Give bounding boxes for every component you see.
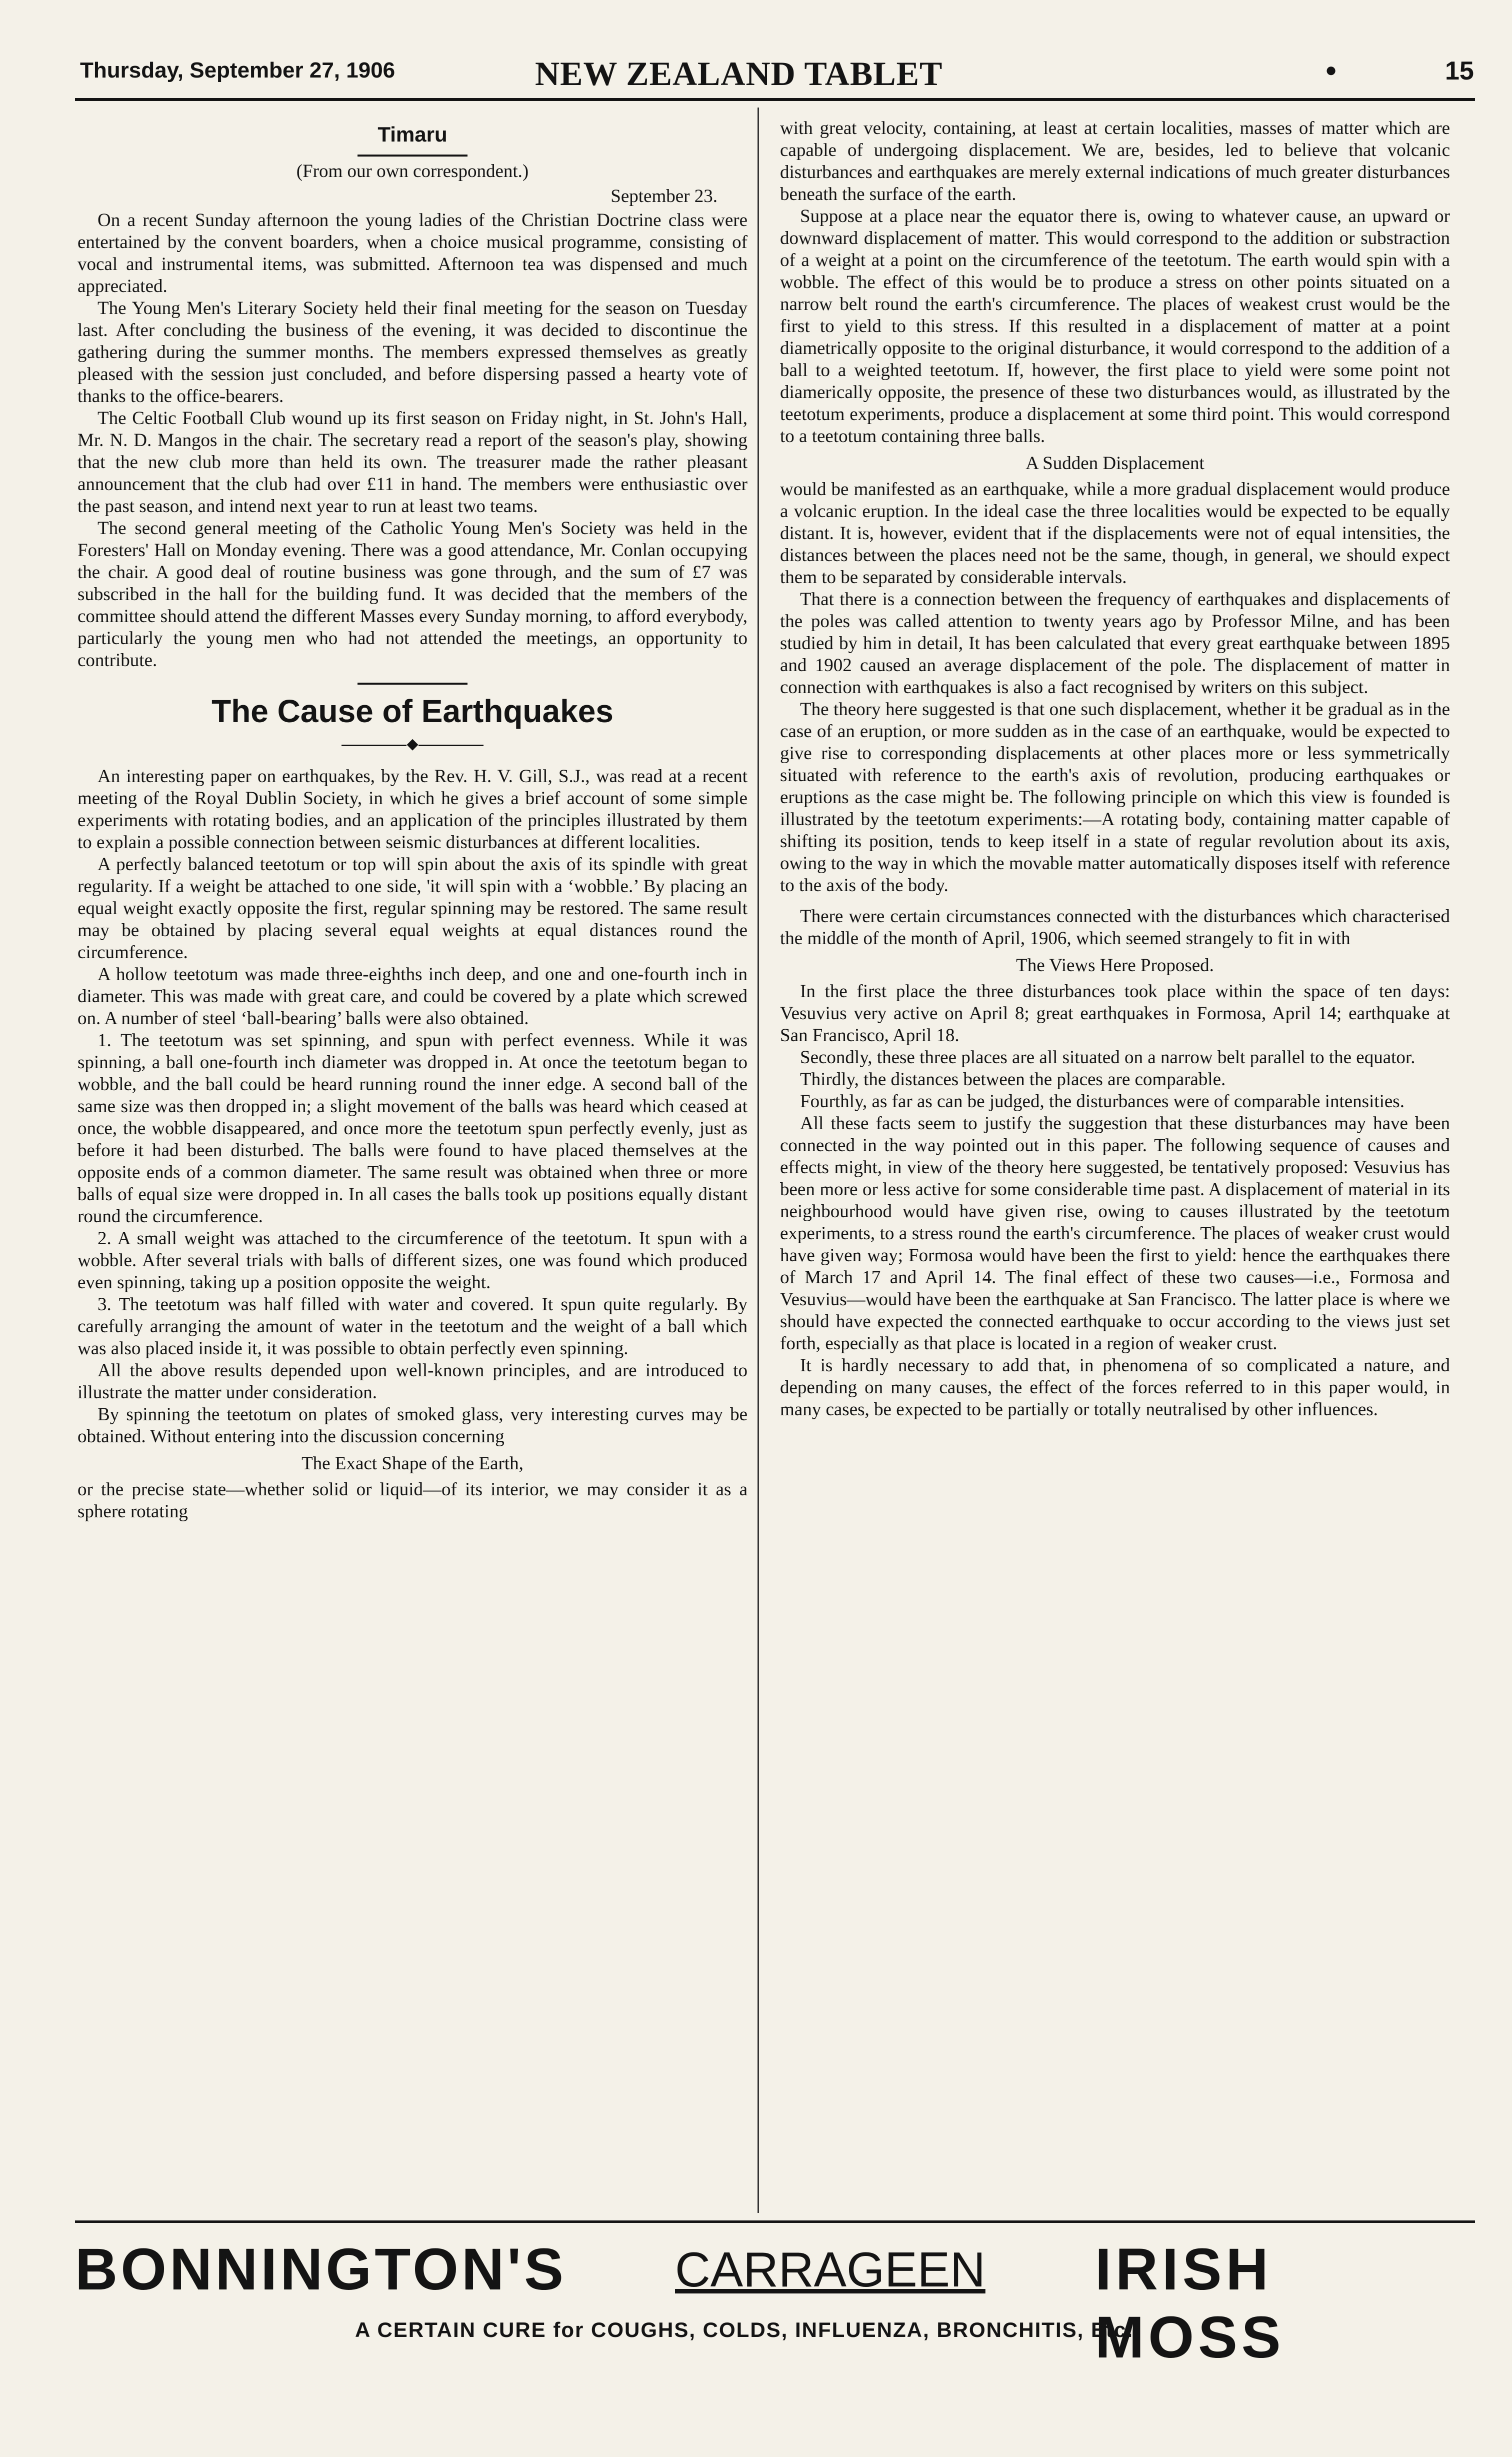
paragraph: 1. The teetotum was set spinning, and spun with perfect evenness. While it was spinning, a ball one-fourth inch diameter was dropped in. At once the teetotum began to wobble, and the ball could be heard running round the inner edge. A second ball of the same size was then dropped in; a slight movement of the balls was heard which ceased at once, the wobble disappeared, and once more the teetotum spun perfectly evenly, just as before it had been disturbed. The balls were found to have placed themselves at the opposite ends of a common diameter. The same result was obtained when three or more balls of equal size were dropped in. In all cases the balls took up positions equally distant round the circumference. [78,1030,748,1227]
subheading-views: The Views Here Proposed. [1016,955,1214,976]
subheading-shape: The Exact Shape of the Earth, [302,1453,524,1474]
paragraph: Fourthly, as far as can be judged, the disturbances were of comparable intensities. [800,1091,1404,1112]
dateline: September 23. [610,186,718,207]
paragraph: There were certain circumstances connected with the disturbances which characterised the middle of the month of April, 1906, which seemed strangely to fit in with [780,906,1450,949]
paragraph: All these facts seem to justify the suggestion that these disturbances may have been connected in the way pointed out in this paper. The following sequence of causes and effects might, in view of the theory here suggested, be tentatively proposed: Vesuvius has been more or less active for some considerable time past. A displacement of material in its neighbourhood would have given rise, owing to causes illustrated by the teetotum experiments, to a stress round the earth's circumference. The places of weaker crust would have given way; Formosa would have been the first to yield: hence the earthquakes there of March 17 and April 14. The final effect of these two causes—i.e., Formosa and Vesuvius—would have been the earthquake at San Francisco. The latter place is where we should have expected the connected earthquake to occur according to the views just set forth, especially as that place is located in a region of weaker crust. [780,1113,1450,1354]
section-heading-timaru: Timaru [378,123,448,146]
right-column [780,118,1450,1421]
page-number: 15 [1445,57,1474,86]
ornament-icon: ● [1325,59,1338,81]
advert-tagline: A CERTAIN CURE for COUGHS, COLDS, INFLUENZA, BRONCHITIS, Etc. [355,2318,1134,2341]
paragraph: or the precise state—whether solid or liquid—of its interior, we may consider it as a sphere rotating [78,1479,748,1522]
paragraph: Thirdly, the distances between the places are comparable. [800,1069,1226,1090]
paragraph: Secondly, these three places are all situated on a narrow belt parallel to the equator. [800,1047,1416,1068]
paragraph: Suppose at a place near the equator there is, owing to whatever cause, an upward or downward displacement of matter. This would correspond to the addition or substraction of a weight at a point on the circumference of the teetotum. The earth would spin with a wobble. The effect of this would be to produce a stress on other points situated on a narrow belt round the earth's circumference. The places of weakest crust would be the first to yield to this stress. If this resulted in a displacement of matter at a point diametrically opposite to the original disturbance, it would correspond to the addition of a ball to a weighted teetotum. If, however, the first place to yield were some point not diamerically opposite, the presence of these two disturbances would, as illustrated by the teetotum experiments, produce a displacement at some third point. This would correspond to a teetotum containing three balls. [780,206,1450,447]
left-column [78,118,748,1523]
paragraph: In the first place the three disturbances took place within the space of ten days: Vesuvius very active on April 8; great earthquakes in Formosa, April 14; earthquake at San Francisco, April 18. [780,981,1450,1046]
paragraph: 2. A small weight was attached to the circumference of the teetotum. It spun with a wobble. After several trials with balls of different sizes, one was found which produced even spinning, taking up a position opposite the weight. [78,1228,748,1293]
paragraph: The Celtic Football Club wound up its first season on Friday night, in St. John's Hall, Mr. N. D. Mangos in the chair. The secretary read a report of the season's play, showing that the new club more than held its own. The treasurer made the rather pleasant announcement that the club had over £11 in hand. The members were enthusiastic over the past season, and intend next year to run at least two teams. [78,408,748,517]
paragraph: The Young Men's Literary Society held their final meeting for the season on Tuesday last. After concluding the business of the evening, it was decided to discontinue the gathering during the summer months. The members expressed themselves as greatly pleased with the session just concluded, and before dispersing passed a hearty vote of thanks to the office-bearers. [78,298,748,407]
column-divider [758,108,759,2213]
subheading-sudden: A Sudden Displacement [1026,453,1204,474]
diamond-icon: ◆ [406,736,418,752]
paragraph: By spinning the teetotum on plates of smoked glass, very interesting curves may be obtained. Without entering into the discussion concerning [78,1404,748,1447]
section-separator [358,683,468,685]
advertisement [75,2235,1475,2370]
advert-product-a: CARRAGEEN [675,2242,986,2297]
paragraph: That there is a connection between the frequency of earthquakes and displacements of the poles was called attention to twenty years ago by Professor Milne, and has been studied by him in detail, It has been calculated that every great earthquake between 1895 and 1902 caused an average displacement of the pole. The displacement of matter in connection with earthquakes is also a fact recognised by writers on this subject. [780,589,1450,698]
paragraph: A perfectly balanced teetotum or top will spin about the axis of its spindle with great regularity. If a weight be attached to one side, 'it will spin with a ‘wobble.’ By placing an equal weight exactly opposite the first, regular spinning may be restored. The same result may be obtained by placing several equal weights at equal distances round the circumference. [78,854,748,963]
paragraph: 3. The teetotum was half filled with water and covered. It spun quite regularly. By carefully arranging the amount of water in the teetotum and the weight of a ball which was also placed inside it, it was possible to obtain perfectly even spinning. [78,1294,748,1359]
byline: (From our own correspondent.) [296,161,529,182]
paragraph: with great velocity, containing, at least at certain localities, masses of matter which are capable of undergoing displacement. We are, besides, led to believe that volcanic disturbances and earthquakes are merely external indications of much greater disturbances beneath the surface of the earth. [780,118,1450,205]
paragraph: would be manifested as an earthquake, while a more gradual displacement would produce a volcanic eruption. In the ideal case the three localities would be expected to be equally distant. It is, however, evident that if the displacements were not of equal intensities, the distances between the places need not be the same, though, in general, we should expect them to be separated by considerable intervals. [780,479,1450,588]
paragraph: An interesting paper on earthquakes, by the Rev. H. V. Gill, S.J., was read at a recent meeting of the Royal Dublin Society, in which he gives a brief account of some simple experiments with rotating bodies, and an application of the principles illustrated by them to explain a possible connection between seismic disturbances at different localities. [78,766,748,853]
masthead [75,54,1475,94]
paragraph: All the above results depended upon well-known principles, and are introduced to illustrate the matter under consideration. [78,1360,748,1403]
paragraph: The second general meeting of the Catholic Young Men's Society was held in the Foresters' Hall on Monday evening. There was a good attendance, Mr. Conlan occupying the chair. A good deal of routine business was gone through, and the sum of £7 was subscribed in the hall for the building fund. It was decided that the members of the committee should attend the different Masses every Sunday morning, to afford everybody, particularly the young men who had not attended the meetings, an opportunity to contribute. [78,518,748,671]
paragraph: A hollow teetotum was made three-eighths inch deep, and one and one-fourth inch in diameter. This was made with great care, and could be covered by a plate which screwed on. A number of steel ‘ball-bearing’ balls were also obtained. [78,964,748,1029]
diamond-rule [78,737,748,752]
heading-rule [358,155,468,157]
paragraph: The theory here suggested is that one such displacement, whether it be gradual as in the case of an eruption, or more sudden as in the case of an earthquake, would be expected to give rise to corresponding displacements at other places more or less symmetrically situated with reference to the earth's axis of revolution, producing earthquakes or eruptions as the case might be. The following principle on which this view is founded is illustrated by the teetotum experiments:—A rotating body, containing matter capable of shifting its position, tends to keep itself in a state of regular revolution about its axis, owing to the way in which the movable matter automatically disposes itself with reference to the axis of the body. [780,699,1450,896]
issue-date: Thursday, September 27, 1906 [80,58,396,83]
advert-rule [75,2220,1475,2223]
article-headline: The Cause of Earthquakes [212,693,614,729]
paragraph: On a recent Sunday afternoon the young ladies of the Christian Doctrine class were entertained by the convent boarders, when a choice musical programme, consisting of vocal and instrumental items, was submitted. Afternoon tea was dispensed and much appreciated. [78,210,748,297]
newspaper-title: NEW ZEALAND TABLET [535,55,943,93]
advert-brand: BONNINGTON'S [75,2236,566,2302]
paragraph: It is hardly necessary to add that, in phenomena of so complicated a nature, and depending on many causes, the effect of the forces referred to in this paper would, in many cases, be expected to be partially or totally neutralised by other influences. [780,1355,1450,1420]
masthead-rule [75,98,1475,101]
advert-product-b: IRISH MOSS [1095,2236,1285,2370]
